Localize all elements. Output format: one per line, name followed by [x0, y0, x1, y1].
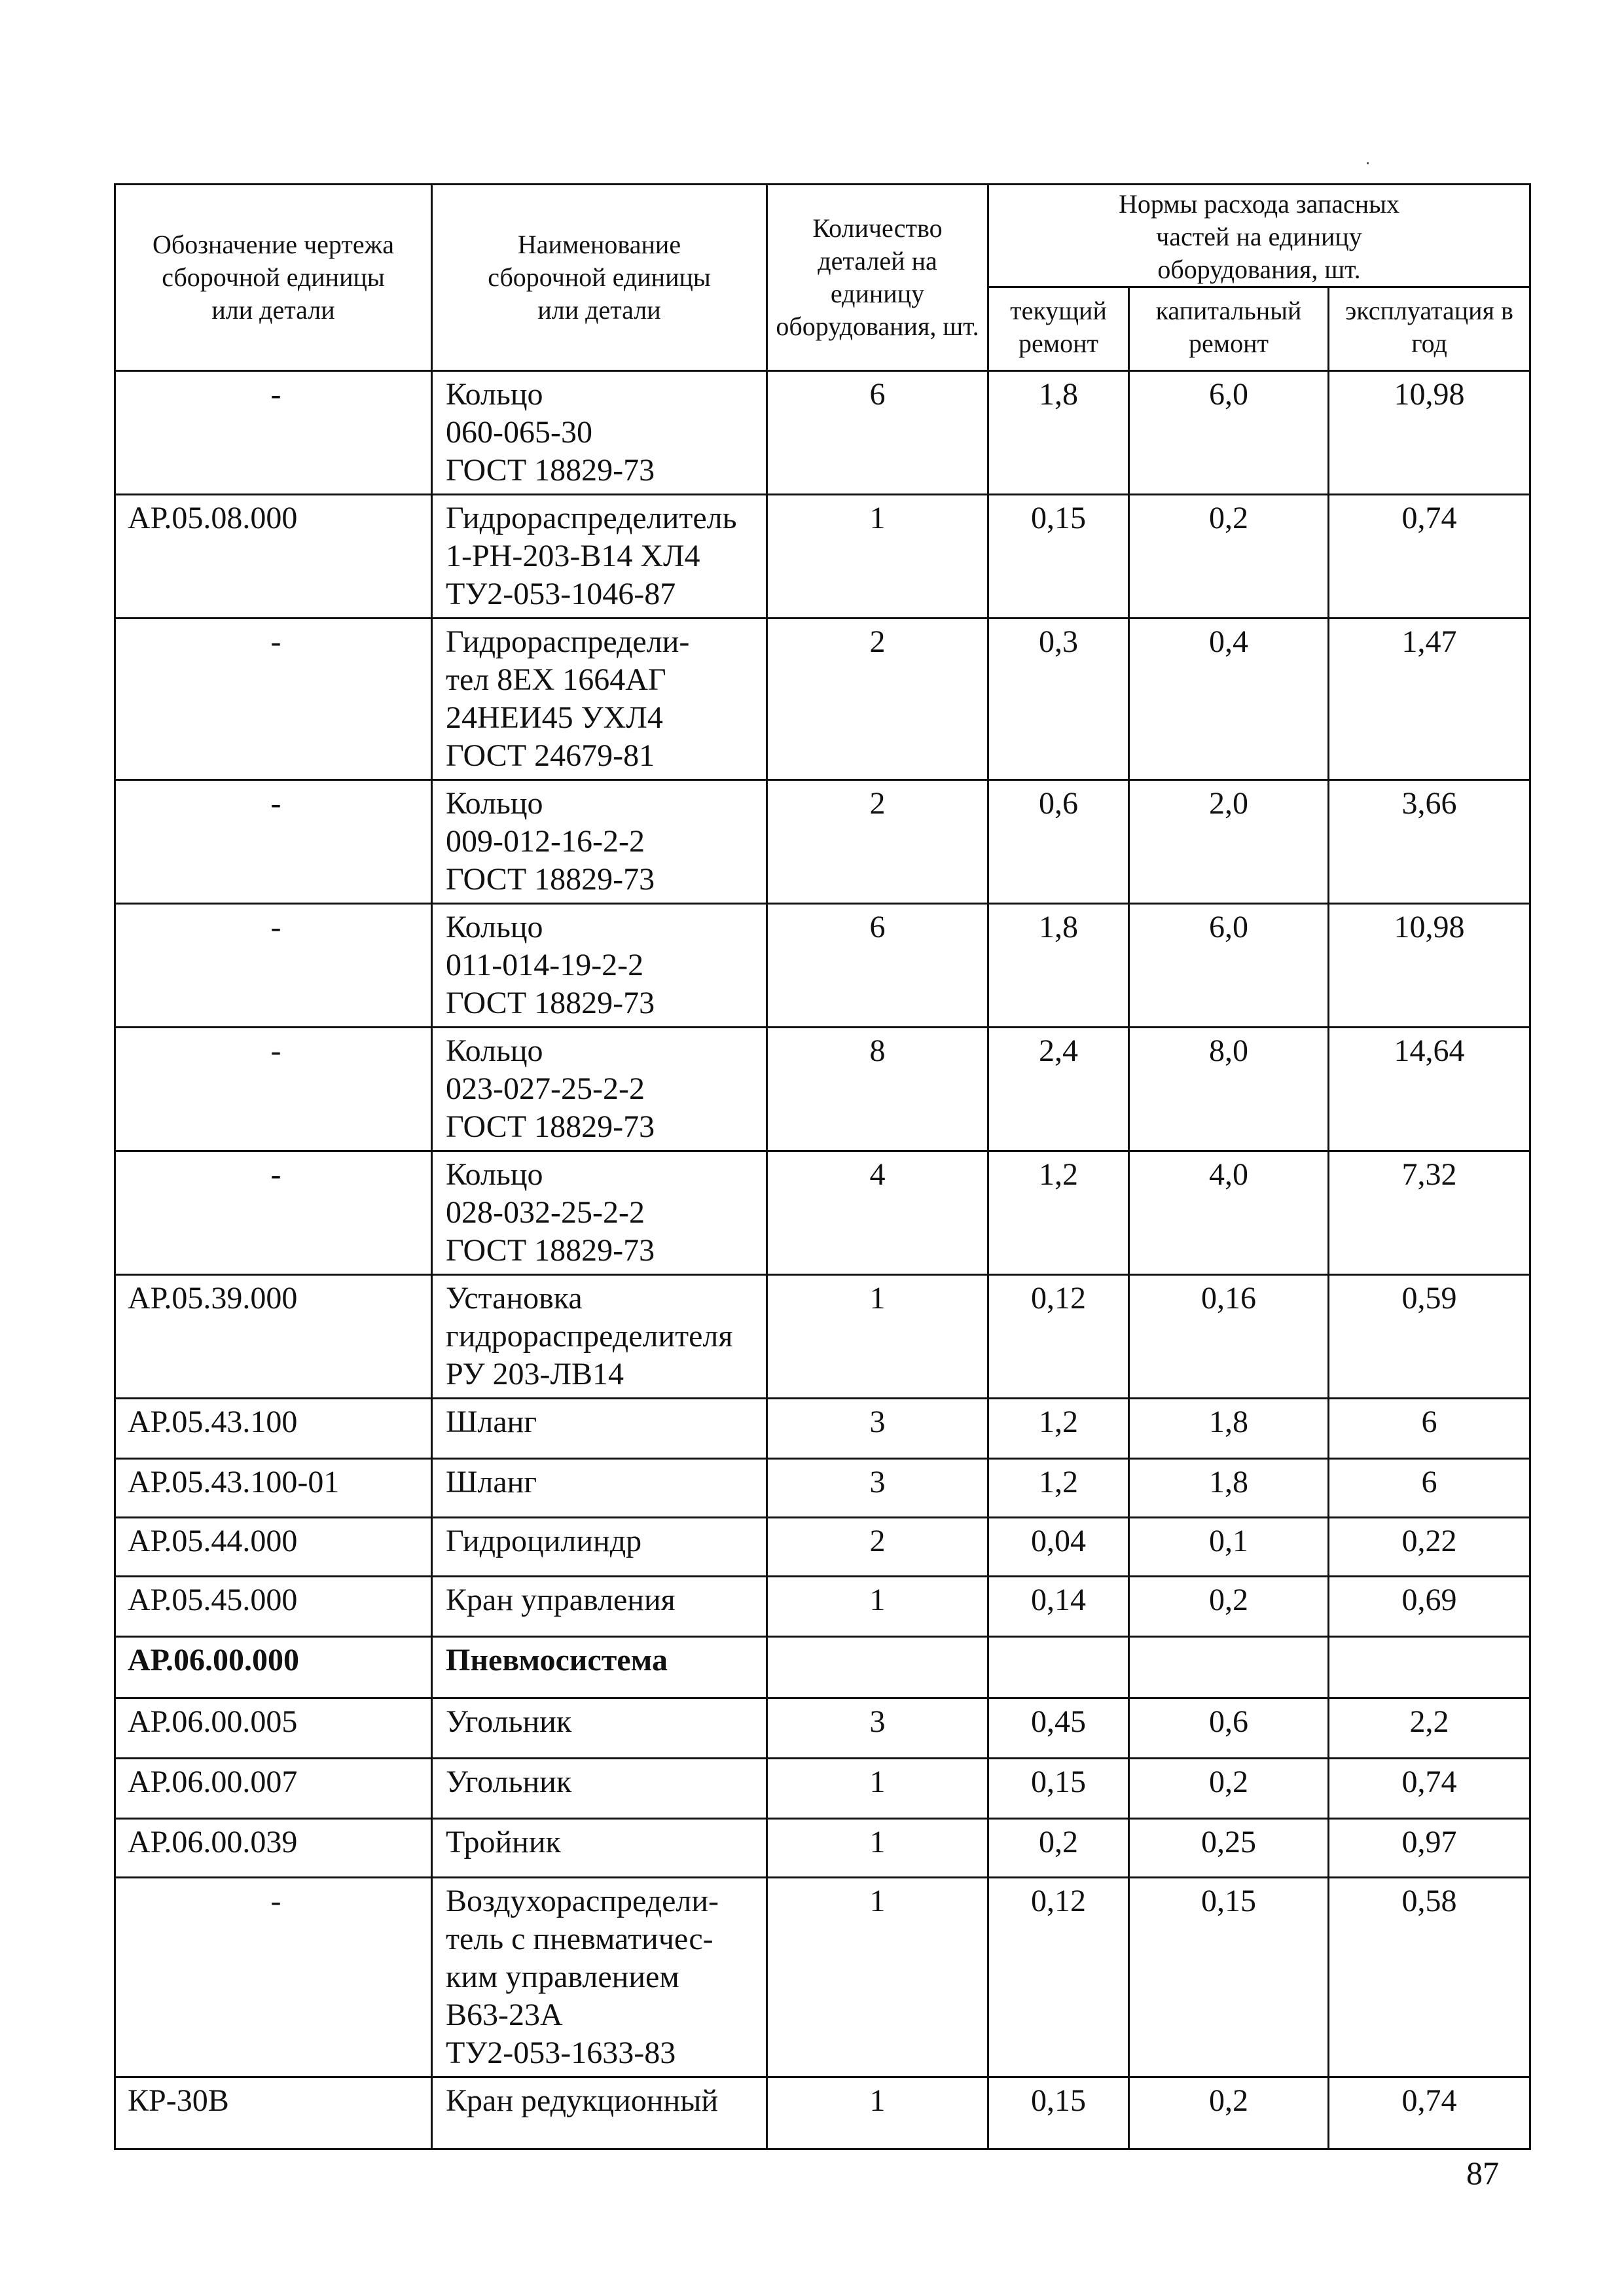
cell-capital-repair: 2,0 — [1129, 780, 1329, 904]
cell-qty: 3 — [767, 1459, 988, 1518]
cell-qty: 3 — [767, 1698, 988, 1759]
cell-current-repair: 0,45 — [988, 1698, 1129, 1759]
scan-speck — [1367, 162, 1369, 164]
header-capital-repair: капитальный ремонт — [1129, 287, 1329, 371]
cell-code: АР.06.00.039 — [115, 1819, 432, 1878]
cell-qty: 6 — [767, 371, 988, 495]
cell-qty: 6 — [767, 904, 988, 1028]
cell-annual-operation: 3,66 — [1329, 780, 1530, 904]
table-row — [115, 2077, 1530, 2149]
cell-name: Гидрораспределитель 1-РН-203-В14 ХЛ4 ТУ2-053-1046-87 — [432, 495, 767, 619]
cell-annual-operation: 0,58 — [1329, 1878, 1530, 2077]
table-row — [115, 1399, 1530, 1459]
cell-annual-operation: 14,64 — [1329, 1028, 1530, 1151]
cell-current-repair: 1,8 — [988, 371, 1129, 495]
page-number: 87 — [1466, 2155, 1499, 2191]
cell-qty — [767, 1637, 988, 1698]
cell-code: - — [115, 904, 432, 1028]
cell-capital-repair — [1129, 1637, 1329, 1698]
cell-annual-operation — [1329, 1637, 1530, 1698]
cell-annual-operation: 0,59 — [1329, 1275, 1530, 1399]
cell-capital-repair: 0,1 — [1129, 1518, 1329, 1577]
cell-qty: 2 — [767, 1518, 988, 1577]
cell-code: АР.06.00.005 — [115, 1698, 432, 1759]
cell-current-repair: 1,2 — [988, 1459, 1129, 1518]
table-row — [115, 904, 1530, 1028]
table-row — [115, 1275, 1530, 1399]
spare-parts-table — [114, 183, 1531, 2150]
cell-annual-operation: 1,47 — [1329, 619, 1530, 780]
cell-code: - — [115, 780, 432, 904]
cell-name: Кольцо 023-027-25-2-2 ГОСТ 18829-73 — [432, 1028, 767, 1151]
cell-capital-repair: 0,4 — [1129, 619, 1329, 780]
cell-name: Угольник — [432, 1698, 767, 1759]
cell-code: АР.05.45.000 — [115, 1577, 432, 1637]
cell-current-repair: 0,14 — [988, 1577, 1129, 1637]
cell-name: Тройник — [432, 1819, 767, 1878]
cell-annual-operation: 0,22 — [1329, 1518, 1530, 1577]
table-row — [115, 1577, 1530, 1637]
cell-code: - — [115, 619, 432, 780]
cell-current-repair: 0,2 — [988, 1819, 1129, 1878]
cell-current-repair: 2,4 — [988, 1028, 1129, 1151]
cell-name: Кольцо 028-032-25-2-2 ГОСТ 18829-73 — [432, 1151, 767, 1275]
header-name: Наименование сборочной единицы или детали — [432, 185, 767, 371]
cell-capital-repair: 6,0 — [1129, 371, 1329, 495]
header-code: Обозначение чертежа сборочной единицы или детали — [115, 185, 432, 371]
cell-current-repair: 0,04 — [988, 1518, 1129, 1577]
cell-code: АР.06.00.007 — [115, 1759, 432, 1819]
cell-name: Гидрораспредели- тел 8ЕХ 1664АГ 24НЕИ45 УХЛ4 ГОСТ 24679-81 — [432, 619, 767, 780]
cell-current-repair: 1,8 — [988, 904, 1129, 1028]
cell-capital-repair: 0,6 — [1129, 1698, 1329, 1759]
header-norms: Нормы расхода запасных частей на единицу оборудования, шт. — [988, 185, 1530, 287]
header-annual-operation: эксплуатация в год — [1329, 287, 1530, 371]
cell-current-repair — [988, 1637, 1129, 1698]
table-row — [115, 1698, 1530, 1759]
cell-capital-repair: 0,2 — [1129, 1759, 1329, 1819]
cell-qty: 3 — [767, 1399, 988, 1459]
cell-capital-repair: 0,2 — [1129, 1577, 1329, 1637]
cell-code: - — [115, 1028, 432, 1151]
cell-qty: 1 — [767, 1819, 988, 1878]
cell-code: - — [115, 1151, 432, 1275]
cell-qty: 1 — [767, 1878, 988, 2077]
cell-annual-operation: 7,32 — [1329, 1151, 1530, 1275]
cell-name: Гидроцилиндр — [432, 1518, 767, 1577]
cell-name: Шланг — [432, 1459, 767, 1518]
cell-capital-repair: 0,25 — [1129, 1819, 1329, 1878]
table-row — [115, 1637, 1530, 1698]
cell-qty: 2 — [767, 780, 988, 904]
cell-code: АР.05.43.100-01 — [115, 1459, 432, 1518]
cell-current-repair: 0,15 — [988, 1759, 1129, 1819]
header-current-repair: текущий ремонт — [988, 287, 1129, 371]
cell-current-repair: 1,2 — [988, 1151, 1129, 1275]
cell-current-repair: 0,12 — [988, 1878, 1129, 2077]
cell-capital-repair: 1,8 — [1129, 1399, 1329, 1459]
table-row — [115, 780, 1530, 904]
cell-code: АР.05.39.000 — [115, 1275, 432, 1399]
cell-annual-operation: 0,74 — [1329, 1759, 1530, 1819]
cell-capital-repair: 8,0 — [1129, 1028, 1329, 1151]
cell-annual-operation: 6 — [1329, 1399, 1530, 1459]
cell-qty: 1 — [767, 1759, 988, 1819]
cell-code: - — [115, 1878, 432, 2077]
cell-name: Угольник — [432, 1759, 767, 1819]
cell-current-repair: 0,6 — [988, 780, 1129, 904]
cell-annual-operation: 0,69 — [1329, 1577, 1530, 1637]
cell-annual-operation: 6 — [1329, 1459, 1530, 1518]
cell-qty: 8 — [767, 1028, 988, 1151]
cell-annual-operation: 0,74 — [1329, 2077, 1530, 2149]
table-row — [115, 619, 1530, 780]
cell-name: Кран управления — [432, 1577, 767, 1637]
cell-annual-operation: 2,2 — [1329, 1698, 1530, 1759]
cell-qty: 1 — [767, 2077, 988, 2149]
cell-current-repair: 0,3 — [988, 619, 1129, 780]
cell-name: Кольцо 011-014-19-2-2 ГОСТ 18829-73 — [432, 904, 767, 1028]
table-row — [115, 371, 1530, 495]
cell-capital-repair: 0,2 — [1129, 2077, 1329, 2149]
cell-qty: 1 — [767, 1577, 988, 1637]
cell-code: АР.05.08.000 — [115, 495, 432, 619]
cell-capital-repair: 0,2 — [1129, 495, 1329, 619]
table-row — [115, 1878, 1530, 2077]
cell-name: Кольцо 060-065-30 ГОСТ 18829-73 — [432, 371, 767, 495]
table-row — [115, 1151, 1530, 1275]
cell-annual-operation: 10,98 — [1329, 371, 1530, 495]
cell-capital-repair: 0,16 — [1129, 1275, 1329, 1399]
table-row — [115, 1459, 1530, 1518]
table-row — [115, 1518, 1530, 1577]
table-body — [115, 371, 1530, 2149]
cell-qty: 1 — [767, 1275, 988, 1399]
header-qty: Количество деталей на единицу оборудования, шт. — [767, 185, 988, 371]
cell-name: Воздухораспредели- тель с пневматичес- ким управлением В63-23А ТУ2-053-1633-83 — [432, 1878, 767, 2077]
cell-annual-operation: 0,74 — [1329, 495, 1530, 619]
cell-code: АР.05.44.000 — [115, 1518, 432, 1577]
cell-name: Кран редукционный — [432, 2077, 767, 2149]
cell-code: КР-30В — [115, 2077, 432, 2149]
cell-current-repair: 0,12 — [988, 1275, 1129, 1399]
cell-current-repair: 0,15 — [988, 2077, 1129, 2149]
cell-capital-repair: 0,15 — [1129, 1878, 1329, 2077]
cell-code: АР.06.00.000 — [115, 1637, 432, 1698]
table-row — [115, 1759, 1530, 1819]
cell-capital-repair: 6,0 — [1129, 904, 1329, 1028]
cell-current-repair: 0,15 — [988, 495, 1129, 619]
cell-current-repair: 1,2 — [988, 1399, 1129, 1459]
cell-name: Установка гидрораспределителя РУ 203-ЛВ14 — [432, 1275, 767, 1399]
cell-capital-repair: 4,0 — [1129, 1151, 1329, 1275]
cell-annual-operation: 0,97 — [1329, 1819, 1530, 1878]
cell-code: - — [115, 371, 432, 495]
cell-name: Кольцо 009-012-16-2-2 ГОСТ 18829-73 — [432, 780, 767, 904]
cell-code: АР.05.43.100 — [115, 1399, 432, 1459]
cell-annual-operation: 10,98 — [1329, 904, 1530, 1028]
cell-capital-repair: 1,8 — [1129, 1459, 1329, 1518]
table-row — [115, 1028, 1530, 1151]
cell-qty: 2 — [767, 619, 988, 780]
cell-name: Пневмосистема — [432, 1637, 767, 1698]
cell-qty: 4 — [767, 1151, 988, 1275]
cell-qty: 1 — [767, 495, 988, 619]
cell-name: Шланг — [432, 1399, 767, 1459]
table-row — [115, 1819, 1530, 1878]
table-row — [115, 495, 1530, 619]
